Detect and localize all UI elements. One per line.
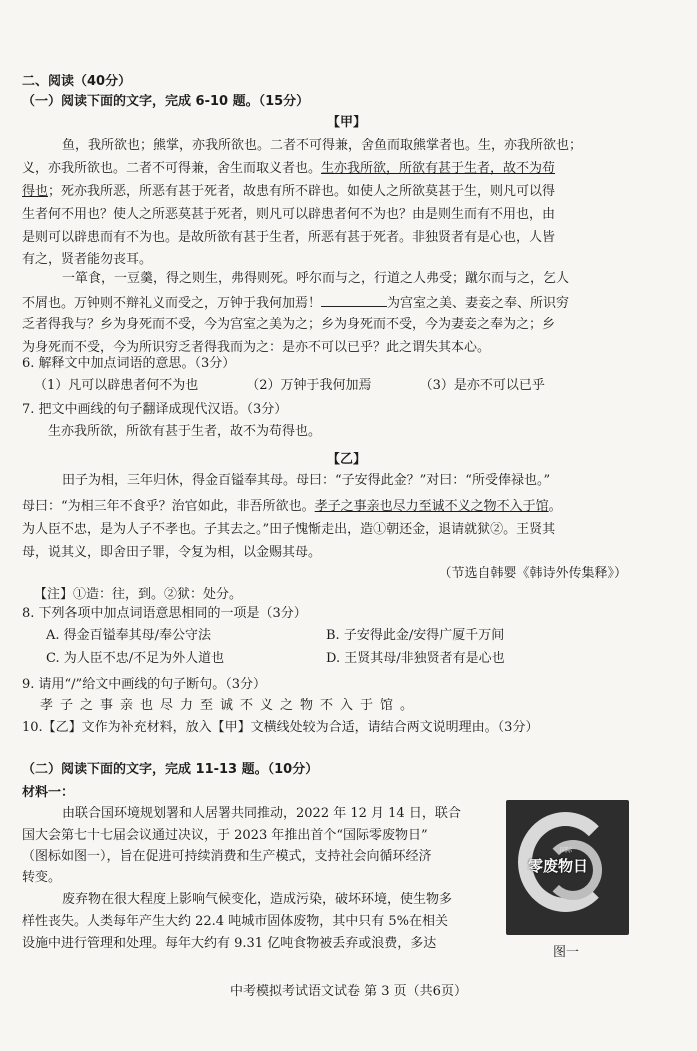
jia-line: 生者何不用也？使人之所恶莫甚于死者，则凡可以辟患者何不为也？由是则生而有不用也，由 [22,207,556,222]
part2-heading: （二）阅读下面的文字，完成 11-13 题。（10分） [22,762,319,777]
yi-line: 母曰：“为相三年不食乎？治官如此，非吾所欲也。孝子之事亲也尽力至诚不义之物不入于馆。 [22,499,562,514]
material1-line: 样性丧失。人类每年产生大约 22.4 吨城市固体废物，其中只有 5%在相关 [22,914,448,929]
option-c: C. 为人臣不忠/不足为外人道也 [46,651,225,666]
option-b: B. 子安得此金/安得广厦千万间 [326,628,505,643]
question-9: 9. 请用“/”给文中画线的句子断句。（3分） [22,677,266,692]
section-heading: 二、阅读（40分） [22,74,132,89]
jia-line: 不屑也。万钟则不辩礼义而受之，万钟于我何加焉！ 为宫室之美、妻妾之奉、所识穷 [22,296,570,311]
material1-line: 设施中进行管理和处理。每年大约有 9.31 亿吨食物被丢弃或浪费，多达 [22,936,437,951]
yi-line: 母，说其义，即舍田子罪，令复为相，以金赐其母。 [22,545,322,560]
question-6-items: （1）凡可以辟患者何不为也 （2）万钟于我何加焉 （3）是亦不可以已乎 [34,378,545,393]
question-9-sentence: 孝子之事亲也尽力至诚不义之物不入于馆。 [40,698,421,713]
part1-heading: （一）阅读下面的文字，完成 6-10 题。（15分） [22,94,310,109]
logo-title: 零废物日 [528,857,589,875]
logo-small-text: 国际 [560,847,573,854]
question-6: 6. 解释文中加点词语的意思。（3分） [22,356,236,371]
jia-line: 得也；死亦我所恶，所恶有甚于死者，故患有所不辟也。如使人之所欲莫甚于生，则凡可以得 [22,184,556,199]
zero-waste-day-logo [506,800,629,935]
option-a: A. 得金百镒奉其母/奉公守法 [46,628,212,643]
question-7: 7. 把文中画线的句子翻译成现代汉语。（3分） [22,402,288,417]
material1-line: 废弃物在很大程度上影响气候变化，造成污染，破坏环境，使生物多 [62,892,453,907]
jia-line: 一箪食，一豆羹，得之则生，弗得则死。呼尔而与之，行道之人弗受；蹴尔而与之，乞人 [62,271,570,286]
material1-label: 材料一： [22,785,75,800]
material1-line: 由联合国环境规划署和人居署共同推动，2022 年 12 月 14 日，联合 [62,806,461,821]
underlined-sentence-end: 得也 [22,184,49,199]
yi-title: 【乙】 [326,452,366,467]
jia-line: 有之，贤者能勿丧耳。 [22,252,153,267]
yi-line: 田子为相，三年归休，得金百镒奉其母。母曰：“子安得此金？”对曰：“所受俸禄也。” [62,473,551,488]
page-footer: 中考模拟考试语文试卷 第 3 页（共6页） [230,984,467,999]
yi-line: 为人臣不忠，是为人子不孝也。子其去之。”田子愧惭走出，造①朝还金，退请就狱②。王贤其 [22,522,556,537]
question-7-sentence: 生亦我所欲，所欲有甚于生者，故不为苟得也。 [48,424,322,439]
jia-line: 鱼，我所欲也；熊掌，亦我所欲也。二者不可得兼，舍鱼而取熊掌者也。生，亦我所欲也； [62,138,583,153]
underlined-sentence: 孝子之事亲也尽力至诚不义之物不入于馆 [314,499,549,514]
jia-title: 【甲】 [326,115,366,130]
jia-line: 乏者得我与？乡为身死而不受，今为宫室之美为之；乡为身死而不受，今为妻妾之奉为之；乡 [22,317,556,332]
jia-line: 义，亦我所欲也。二者不可得兼，舍生而取义者也。生亦我所欲，所欲有甚于生者，故不为苟 [22,161,556,176]
question-10: 10.【乙】文作为补充材料，放入【甲】文横线处较为合适，请结合两文说明理由。（3分） [22,720,539,735]
fill-blank-line [321,294,387,307]
source-note: （节选自韩婴《韩诗外传集释》） [438,566,627,581]
underlined-sentence: 生亦我所欲，所欲有甚于生者，故不为苟 [321,161,556,176]
jia-line: 是则可以辟患而有不为也。是故所欲有甚于生者，所恶有甚于死者。非独贤者有是心也，人皆 [22,230,556,245]
annotation-note: 【注】①造：往，到。②狱：处分。 [34,587,243,602]
figure-caption: 图一 [553,945,580,960]
question-8: 8. 下列各项中加点词语意思相同的一项是（3分） [22,606,307,621]
jia-line: 为身死而不受，今为所识穷乏者得我而为之：是亦不可以已乎？此之谓失其本心。 [22,340,491,355]
material1-line: 转变。 [22,870,62,885]
material1-line: （图标如图一），旨在促进可持续消费和生产模式，支持社会向循环经济 [22,849,432,864]
option-d: D. 王贤其母/非独贤者有是心也 [326,651,505,666]
material1-line: 国大会第七十七届会议通过决议，于 2023 年推出首个“国际零废物日” [22,828,428,843]
